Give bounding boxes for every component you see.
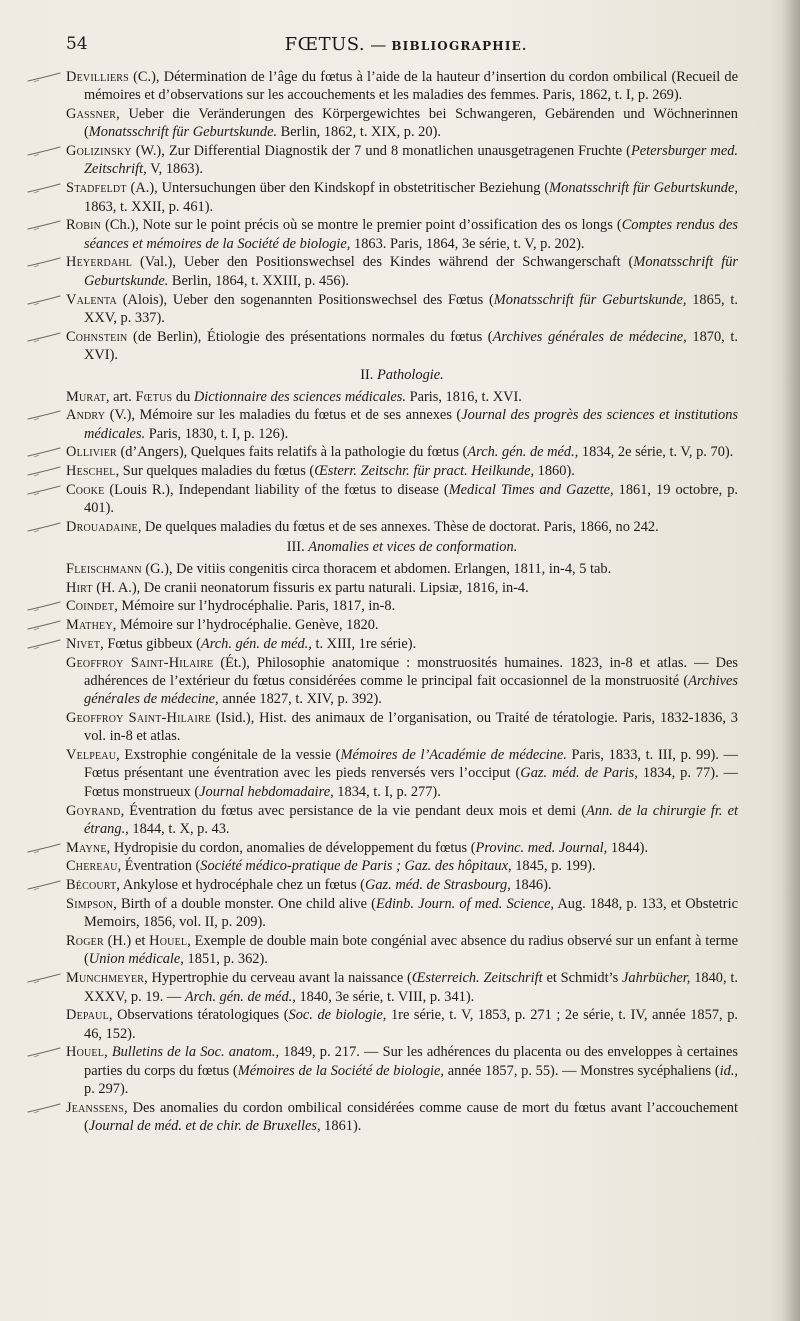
bibliography-entry	[66, 654, 738, 709]
bibliography-entry	[66, 560, 738, 578]
entry-author: Cooke	[66, 482, 105, 499]
entry-author: Stadfeldt	[66, 180, 127, 197]
entry-text: ,	[104, 1044, 112, 1061]
section-heading	[66, 538, 738, 556]
entry-text: , Fœtus gibbeux (	[100, 635, 201, 652]
entry-source: Archives générales de médecine,	[84, 673, 738, 708]
entry-text: 1863, t. XXII, p. 461).	[84, 198, 214, 215]
entry-text: , Mémoire sur l’hydrocéphalie. Paris, 1817, in-8.	[114, 598, 396, 615]
entry-author: Fœtus	[135, 388, 173, 405]
entry-author: Mayne	[66, 839, 107, 856]
section-title: Anomalies et vices de conformation.	[308, 539, 518, 556]
entry-text: (Val.), Ueber den Positionswechsel des Kindes während der Schwangerschaft (	[132, 254, 634, 271]
bibliography-entry	[66, 839, 738, 857]
section-numeral: II.	[360, 367, 374, 384]
entry-source: Soc. de biologie,	[288, 1007, 387, 1024]
pencil-tick-mark	[26, 878, 62, 892]
entry-author: Robin	[66, 217, 102, 234]
entry-source: Arch. gén. de méd.,	[184, 988, 296, 1005]
entry-text: , Observations tératologiques (	[108, 1007, 289, 1024]
entry-author: Depaul	[66, 1007, 109, 1024]
bibliography-entry	[66, 597, 738, 615]
entry-source: Journal hebdomadaire,	[199, 783, 334, 800]
bibliography-entry	[66, 802, 738, 839]
entry-text: 1834, p. 77). — Fœtus monstrueux (	[84, 765, 739, 800]
bibliography-entry	[66, 253, 738, 290]
pencil-tick-mark	[26, 330, 62, 344]
entry-text: Paris, 1833, t. III, p. 99). — Fœtus présentant une éventration avec les pieds renversés vers l’occiput (	[84, 747, 738, 782]
entry-text: (W.), Zur Differential Diagnostik der 7 und 8 monatlichen unausgetragenen Fruchte (	[131, 143, 631, 160]
pencil-tick-mark	[26, 218, 62, 232]
bibliography-entry	[66, 142, 738, 179]
pencil-tick-mark	[26, 841, 62, 855]
entry-text: 1840, 3e série, t. VIII, p. 341).	[295, 988, 475, 1005]
entry-source: Dictionnaire des sciences médicales.	[193, 388, 406, 405]
bibliography-entry	[66, 709, 738, 746]
bibliography-entry	[66, 388, 738, 406]
entry-text: , Hydropisie du cordon, anomalies de développement du fœtus (	[106, 839, 476, 856]
entry-author: Drouadaine	[66, 519, 138, 536]
entry-author: Geoffroy Saint-Hilaire	[66, 710, 212, 727]
bibliography-entry	[66, 406, 738, 443]
entry-text: 1844).	[607, 839, 649, 856]
bibliography-entry	[66, 328, 738, 365]
pencil-tick-mark	[26, 464, 62, 478]
entry-author: Devilliers	[66, 69, 129, 85]
page-gutter-shadow	[782, 0, 800, 1321]
entry-author: Houel	[66, 1044, 105, 1061]
pencil-tick-mark	[26, 1045, 62, 1059]
entry-text: (d’Angers), Quelques faits relatifs à la pathologie du fœtus (	[116, 444, 468, 461]
header-title: FŒTUS.	[284, 34, 366, 55]
entry-text: 1865, t. XXV, p. 337).	[84, 291, 738, 326]
entry-text: 1834, 2e série, t. V, p. 70).	[578, 444, 734, 461]
entry-source: Monatsschrift für Geburtskunde,	[549, 180, 738, 197]
entry-author: Coindet	[66, 598, 115, 615]
entry-text: 1863. Paris, 1864, 3e série, t. V, p. 202).	[350, 235, 585, 252]
entry-author: Heyerdahl	[66, 254, 133, 271]
entry-author: Golizinsky	[66, 143, 132, 160]
pencil-tick-mark	[26, 144, 62, 158]
pencil-tick-mark	[26, 599, 62, 613]
entry-text: année 1857, p. 55). — Monstres sycéphaliens (	[444, 1062, 720, 1079]
entry-text: (Ch.), Note sur le point précis où se montre le premier point d’ossification des os longs (	[101, 217, 622, 234]
entry-text: , art.	[105, 388, 136, 405]
entry-text: , Exemple de double main bote congénial avec absence du radius observé sur un enfant à terme (	[84, 933, 738, 968]
bibliography-entry	[66, 1043, 738, 1098]
entry-text: Berlin, 1864, t. XXIII, p. 456).	[168, 272, 349, 289]
entry-text: 1845, p. 199).	[511, 858, 596, 875]
entry-source: Provinc. med. Journal,	[475, 839, 608, 856]
bibliography-entry	[66, 876, 738, 894]
entry-author: Nivet	[66, 635, 101, 652]
entry-text: 1840, t. XXXV, p. 19. —	[84, 970, 739, 1005]
entry-text: (de Berlin), Étiologie des présentations normales du fœtus (	[127, 328, 493, 345]
bibliography-entry	[66, 481, 738, 518]
entry-source: Ann. de la chirurgie fr. et étrang.,	[84, 802, 738, 837]
bibliography-body	[66, 68, 738, 1136]
entry-author: Goyrand	[66, 802, 121, 819]
running-title	[66, 34, 746, 55]
bibliography-entry	[66, 969, 738, 1006]
bibliography-entry	[66, 1099, 738, 1136]
running-header	[66, 34, 746, 58]
entry-text: (Isid.), Hist. des animaux de l’organisation, ou Traité de tératologie. Paris, 1832-1836, 3 vol. in-8 et atlas.	[84, 710, 738, 745]
pencil-tick-mark	[26, 483, 62, 497]
entry-text: , Mémoire sur l’hydrocéphalie. Genève, 1820.	[112, 617, 379, 634]
entry-text: , Éventration du fœtus avec persistance de la vie pendant deux mois et demi (	[120, 802, 587, 819]
entry-author: Valenta	[66, 291, 117, 308]
bibliography-entry	[66, 746, 738, 801]
entry-text: (Louis R.), Independant liability of the fœtus to disease (	[104, 482, 449, 499]
entry-text: (C.), Détermination de l’âge du fœtus à l’aide de la hauteur d’insertion du cordon ombilical (Recueil de mémoires et d’observations sur les accouchements et les maladies des femmes. Paris, 1862, t. I, p. 269).	[84, 69, 738, 104]
bibliography-entry	[66, 616, 738, 634]
page-number: 54	[66, 34, 88, 54]
bibliography-entry	[66, 1006, 738, 1043]
pencil-tick-mark	[26, 971, 62, 985]
entry-source: Journal des progrès des sciences et institutions médicales.	[84, 407, 738, 442]
entry-text: , Des anomalies du cordon ombilical considérées comme cause de mort du fœtus avant l’accouchement (	[84, 1099, 738, 1135]
entry-text: Paris, 1816, t. XVI.	[405, 388, 522, 405]
entry-source: Œsterr. Zeitschr. für pract. Heilkunde,	[314, 463, 535, 480]
entry-text: , Ueber die Veränderungen des Körpergewichtes bei Schwangeren, Gebärenden und Wöchnerinnen (	[84, 106, 738, 141]
entry-source: Petersburger med. Zeitschrift,	[84, 143, 739, 178]
entry-text: , De quelques maladies du fœtus et de ses annexes. Thèse de doctorat. Paris, 1866, no 242.	[137, 519, 659, 536]
entry-author: Gassner	[66, 106, 117, 123]
entry-text: , Ankylose et hydrocéphale chez un fœtus (	[116, 877, 365, 894]
entry-author: Heschel	[66, 463, 116, 480]
bibliography-entry	[66, 68, 738, 105]
bibliography-entry	[66, 179, 738, 216]
entry-source: Medical Times and Gazette,	[448, 482, 614, 499]
entry-text: et Schmidt’s	[542, 970, 623, 987]
entry-text: 1846).	[510, 877, 552, 894]
header-dash: —	[370, 35, 387, 54]
entry-text: 1849, p. 217. — Sur les adhérences du placenta ou des enveloppes à certaines parties du corps du fœtus (	[84, 1044, 738, 1079]
section-numeral: III.	[286, 539, 305, 556]
entry-text: 1861).	[320, 1118, 362, 1135]
pencil-tick-mark	[26, 408, 62, 422]
entry-text: (V.), Mémoire sur les maladies du fœtus et de ses annexes (	[105, 407, 462, 424]
pencil-tick-mark	[26, 181, 62, 195]
entry-source: Gaz. méd. de Paris,	[520, 765, 638, 782]
entry-source: Arch. gén. de méd.,	[200, 635, 312, 652]
entry-source: Monatsschrift für Geburtskunde.	[84, 254, 738, 289]
entry-text: Aug. 1848, p. 133, et Obstetric Memoirs, 1856, vol. II, p. 209).	[84, 896, 738, 931]
bibliography-entry	[66, 895, 738, 932]
entry-text: , Exstrophie congénitale de la vessie (	[116, 747, 341, 764]
entry-text: , Sur quelques maladies du fœtus (	[115, 463, 315, 480]
section-heading	[66, 366, 738, 384]
pencil-tick-mark	[26, 293, 62, 307]
entry-text: du	[172, 388, 194, 405]
entry-source: Monatsschrift für Geburtskunde.	[88, 124, 278, 141]
entry-author: Ollivier	[66, 444, 117, 461]
entry-author: Simpson	[66, 896, 114, 913]
entry-text: t. XIII, 1re série).	[311, 635, 417, 652]
entry-author: Velpeau	[66, 747, 117, 764]
entry-source: Arch. gén. de méd.,	[467, 444, 579, 461]
entry-author: Cohnstein	[66, 328, 128, 345]
header-subtitle: BIBLIOGRAPHIE.	[391, 39, 528, 53]
entry-text: 1844, t. X, p. 43.	[128, 820, 230, 837]
entry-source: id.,	[719, 1062, 739, 1079]
entry-text: 1870, t. XVI).	[84, 328, 739, 363]
entry-source: Journal de méd. et de chir. de Bruxelles,	[88, 1118, 321, 1135]
pencil-tick-mark	[26, 255, 62, 269]
entry-text: , Birth of a double monster. One child alive (	[113, 896, 376, 913]
bibliography-entry	[66, 932, 738, 969]
entry-author: Roger	[66, 933, 104, 950]
entry-text: 1860).	[534, 463, 575, 480]
pencil-tick-mark	[26, 1101, 62, 1115]
entry-text: , Éventration (	[117, 858, 201, 875]
entry-text: (A.), Untersuchungen über den Kindskopf in obstetritischer Beziehung (	[126, 180, 550, 197]
entry-author: Houel	[149, 933, 188, 950]
entry-source: Gaz. méd. de Strasbourg,	[364, 877, 511, 894]
entry-source: Union médicale,	[88, 951, 184, 968]
bibliography-entry	[66, 291, 738, 328]
entry-author: Geoffroy Saint-Hilaire	[66, 654, 214, 671]
bibliography-entry	[66, 857, 738, 875]
entry-author: Mathey	[66, 617, 113, 634]
entry-author: Jeanssens	[66, 1099, 124, 1116]
entry-text: Berlin, 1862, t. XIX, p. 20).	[277, 124, 441, 141]
entry-text: (H. A.), De cranii neonatorum fissuris ex partu naturali. Lipsiæ, 1816, in-4.	[92, 579, 529, 596]
entry-text: (Alois), Ueber den sogenannten Positionswechsel des Fœtus (	[116, 291, 494, 308]
bibliography-entry	[66, 518, 738, 536]
bibliography-entry	[66, 105, 738, 142]
entry-text: année 1827, t. XIV, p. 392).	[218, 691, 382, 708]
entry-source: Œsterreich. Zeitschrift	[411, 970, 543, 987]
section-title: Pathologie.	[377, 367, 444, 384]
bibliography-entry	[66, 635, 738, 653]
entry-source: Jahrbücher,	[622, 970, 691, 987]
entry-source: Bulletins de la Soc. anatom.,	[111, 1044, 280, 1061]
entry-text: 1861, 19 octobre, p. 401).	[84, 482, 739, 517]
entry-author: Bécourt	[66, 877, 117, 894]
entry-source: Edinb. Journ. of med. Science,	[375, 896, 554, 913]
entry-author: Fleischmann	[66, 560, 142, 577]
entry-text: 1re série, t. V, 1853, p. 271 ; 2e série, t. IV, année 1857, p. 46, 152).	[84, 1007, 738, 1042]
pencil-tick-mark	[26, 70, 62, 84]
bibliography-entry	[66, 579, 738, 597]
entry-source: Monatsschrift für Geburtskunde,	[493, 291, 687, 308]
entry-text: 1834, t. I, p. 277).	[333, 783, 441, 800]
entry-source: Société médico-pratique de Paris ; Gaz. des hôpitaux,	[200, 858, 512, 875]
pencil-tick-mark	[26, 520, 62, 534]
entry-text: (Ét.), Philosophie anatomique : monstruosités humaines. 1823, in-8 et atlas. — Des adhérences de l’extérieur du fœtus considérées comme le principal fait occasionnel de la monstruosité (	[84, 654, 739, 689]
pencil-tick-mark	[26, 637, 62, 651]
entry-source: Mémoires de la Société de biologie,	[237, 1062, 445, 1079]
pencil-tick-mark	[26, 618, 62, 632]
entry-text: (H.) et	[103, 933, 150, 950]
entry-author: Andry	[66, 407, 106, 424]
entry-source: Archives générales de médecine,	[492, 328, 687, 345]
bibliography-entry	[66, 462, 738, 480]
entry-text: 1851, p. 362).	[183, 951, 268, 968]
bibliography-entry	[66, 216, 738, 253]
entry-source: Comptes rendus des séances et mémoires de la Société de biologie,	[84, 217, 738, 252]
entry-source: Mémoires de l’Académie de médecine.	[340, 747, 567, 764]
entry-author: Murat	[66, 388, 106, 405]
entry-text: V, 1863).	[146, 161, 204, 178]
entry-text: p. 297).	[84, 1081, 129, 1098]
entry-author: Hirt	[66, 579, 93, 596]
entry-text: Paris, 1830, t. I, p. 126).	[145, 425, 289, 442]
entry-author: Munchmeyer	[66, 970, 145, 987]
bibliography-entry	[66, 443, 738, 461]
entry-author: Chereau	[66, 858, 118, 875]
entry-text: (G.), De vitiis congenitis circa thoracem et abdomen. Erlangen, 1811, in-4, 5 tab.	[141, 560, 612, 577]
entry-text: , Hypertrophie du cerveau avant la naissance (	[144, 970, 412, 987]
pencil-tick-mark	[26, 445, 62, 459]
